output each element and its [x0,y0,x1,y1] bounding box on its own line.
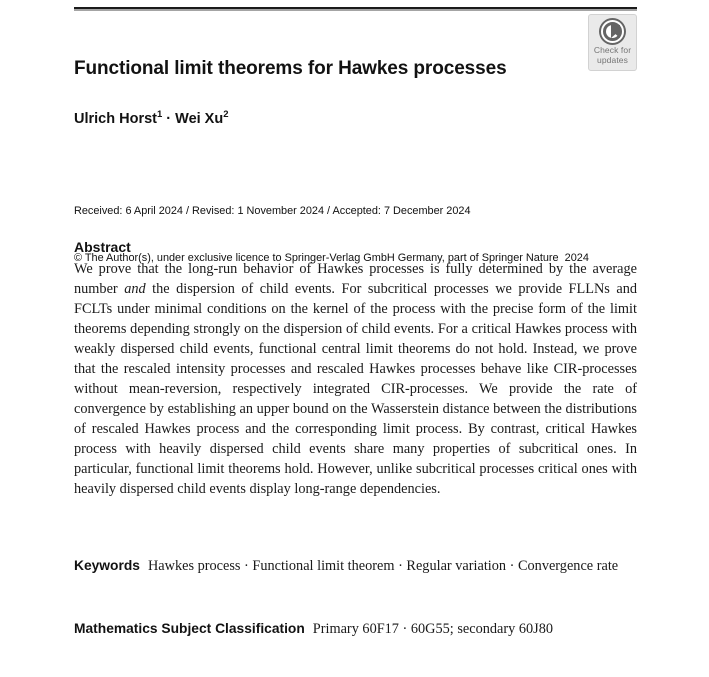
abstract-segment-1: We prove that the long-run behavior of Hawkes processes is fully determined by the average number [74,261,637,297]
abstract-text [74,259,637,499]
author-line [74,109,229,127]
received-revised-accepted-line: Received: 6 April 2024 / Revised: 1 November 2024 / Accepted: 7 December 2024 [74,205,471,217]
crossmark-icon [599,18,626,45]
keywords-heading: Keywords [74,558,140,573]
author-affiliation-ref-1: 1 [157,109,163,120]
keywords-block [74,556,637,577]
author-name-2: Wei Xu [175,110,224,127]
keywords-text: Hawkes process · Functional limit theorem · Regular variation · Convergence rate [147,558,619,574]
header-rule [74,7,637,9]
author-name-1: Ulrich Horst [74,110,157,127]
badge-label-line2: updates [597,54,628,65]
author-affiliation-ref-2: 2 [223,109,229,120]
abstract-segment-2: the dispersion of child events. For subcritical processes we provide FLLNs and FCLTs under minimal conditions on the kernel of the process with the precise form of the limit theorems depending strongly on the dispersion of child events. For a critical Hawkes process with weakly dispersed child events, functional central limit theorems do not hold. Instead, we prove that the rescaled intensity processes and rescaled Hawkes processes behave like CIR-processes without mean-reversion, respectively integrated CIR-processes. We provide the rate of convergence by establishing an upper bound on the Wasserstein distance between the distributions of rescaled Hawkes process and the corresponding limit process. By contrast, critical Hawkes process with heavily dispersed child events share many properties of subcritical ones. In particular, functional limit theorems hold. However, unlike subcritical processes critical ones with heavily dispersed child events display long-range dependencies. [74,281,637,497]
msc-text: Primary 60F17 · 60G55; secondary 60J80 [312,621,554,637]
badge-label-line1: Check for [593,45,632,55]
check-for-updates-badge[interactable] [588,14,637,71]
msc-heading: Mathematics Subject Classification [74,621,305,636]
abstract-italic-word: and [124,281,146,297]
abstract-heading: Abstract [74,239,131,255]
author-separator: · [166,110,172,127]
copyright-line: © The Author(s), under exclusive licence to Springer-Verlag GmbH Germany, part of Springer Nature 2024 [74,251,589,264]
msc-block [74,619,637,640]
paper-title: Functional limit theorems for Hawkes processes [74,58,507,79]
